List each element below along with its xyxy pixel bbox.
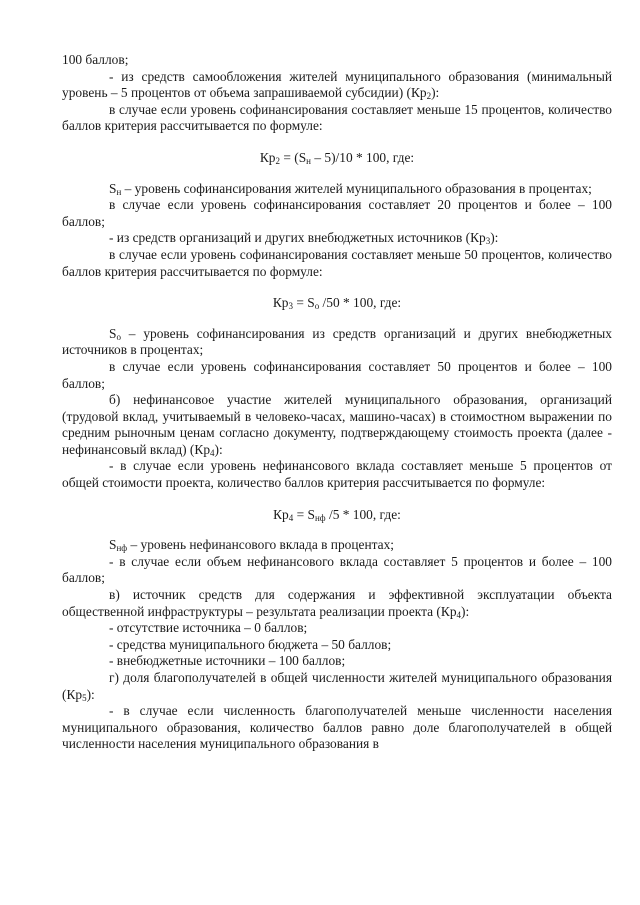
paragraph: в случае если уровень софинансирования составляет меньше 15 процентов, количество баллов критерия рассчитывается по формуле: — [62, 101, 612, 134]
paragraph: - отсутствие источника – 0 баллов; — [109, 620, 308, 636]
paragraph: в случае если уровень софинансирования составляет 50 процентов и более – 100 баллов; — [62, 358, 612, 391]
paragraph: г) доля благополучателей в общей численности жителей муниципального образования $(Кр_5)$: — [62, 670, 612, 703]
paragraph: 100 баллов; — [62, 52, 129, 67]
paragraph: - внебюджетные источники – 100 баллов; — [109, 653, 346, 669]
paragraph: - из средств организаций и других внебюджетных источников $(Кр_3)$: — [109, 230, 499, 247]
paragraph: $S_{нф}$ – уровень нефинансового вклада в процентах; — [109, 537, 394, 554]
paragraph: $S_н$ – уровень софинансирования жителей муниципального образования в процентах; — [109, 180, 592, 197]
paragraph: в) источник средств для содержания и эффективной эксплуатации объекта общественной инфраструктуры – результата реализации проекта $(Кр_4)$: — [62, 587, 612, 620]
paragraph: $S_о$ – уровень софинансирования из средств организаций и других внебюджетных источников в процентах; — [62, 325, 612, 358]
paragraph: - из средств самообложения жителей муниципального образования (минимальный уровень – 5 процентов от объема запрашиваемой субсидии) $(Кр_2)$: — [62, 68, 612, 102]
formula-kr4: $Кр_4 = S_{нф}$ /5 * 100, где: — [273, 506, 401, 523]
paragraph: в случае если уровень софинансирования составляет меньше 50 процентов, количество баллов критерия рассчитывается по формуле: — [62, 246, 612, 279]
paragraph: в случае если уровень софинансирования составляет 20 процентов и более – 100 баллов; — [62, 197, 612, 229]
formula-kr2: $Кр_2 = (S_н - 5)/10 * 100$, где: — [259, 149, 415, 166]
paragraph: - средства муниципального бюджета – 50 баллов; — [109, 636, 392, 652]
paragraph: - в случае если уровень нефинансового вклада составляет меньше 5 процентов от общей стоимости проекта, количество баллов критерия рассчитывается по формуле: — [62, 458, 612, 491]
formula-kr3: $Кр_3 = S_о$ /50 * 100, где: — [272, 295, 402, 312]
paragraph: б) нефинансовое участие жителей муниципального образования, организаций (трудовой вклад, учитываемый в человеко-часах, машино-часах) в стоимостном выражении по средним рыночным ценам согласно документу, подтверждающему стоимость проекта (далее - нефинансовый вклад) $(Кр_4)$: — [62, 392, 612, 458]
paragraph: - в случае если объем нефинансового вклада составляет 5 процентов и более – 100 баллов; — [62, 553, 612, 586]
paragraph: - в случае если численность благополучателей меньше численности населения муниципального образования, количество баллов равно доле благополучателей в общей численности населения муниципального образования в — [62, 703, 612, 752]
